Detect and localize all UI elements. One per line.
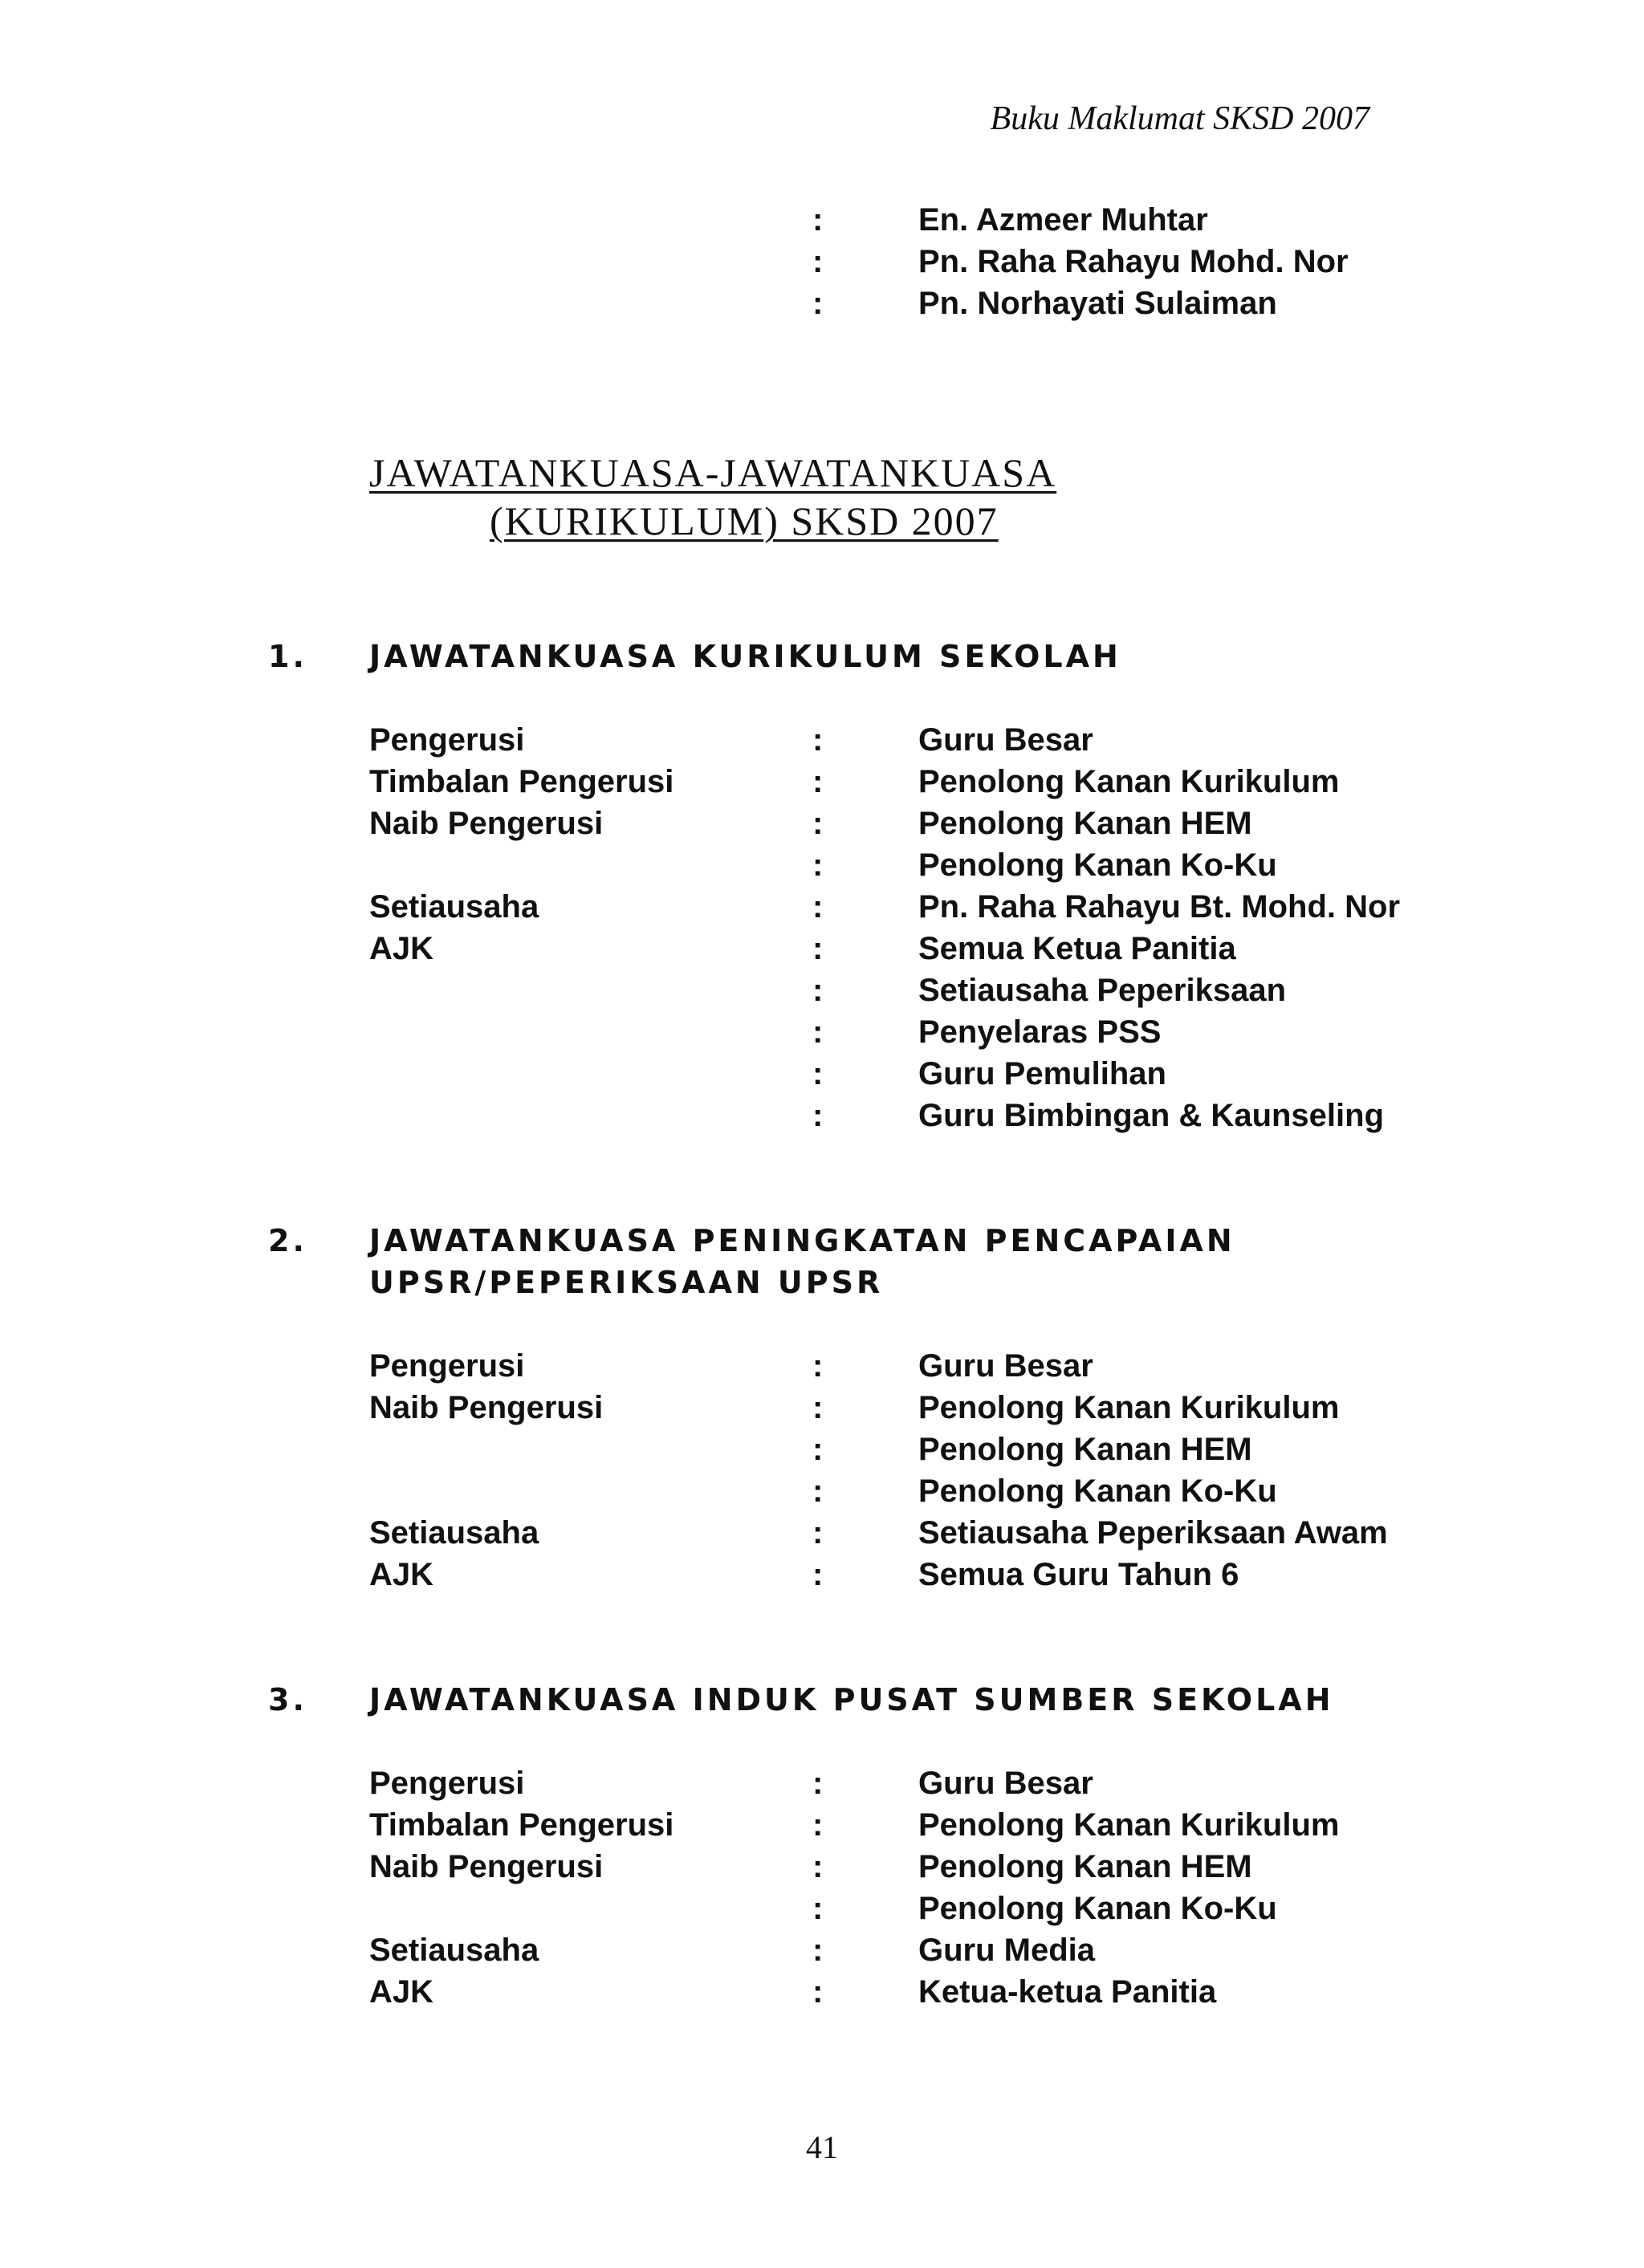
list-row [0, 1804, 1644, 1846]
row-label: Naib Pengerusi [369, 806, 604, 841]
row-colon: : [812, 1348, 824, 1384]
list-row [0, 1512, 1644, 1554]
row-colon: : [812, 286, 824, 321]
row-label: Pengerusi [369, 1766, 525, 1801]
list-row [0, 282, 1644, 324]
row-value: Guru Media [918, 1933, 1096, 1968]
list-row [0, 761, 1644, 803]
section-number: 2. [268, 1223, 307, 1258]
row-value: Pn. Norhayati Sulaiman [918, 286, 1277, 321]
list-row [0, 1429, 1644, 1470]
list-row [0, 1929, 1644, 1971]
row-colon: : [812, 889, 824, 925]
row-value: Guru Bimbingan & Kaunseling [918, 1098, 1385, 1133]
row-colon: : [812, 931, 824, 966]
row-colon: : [812, 1849, 824, 1884]
list-row [0, 1095, 1644, 1136]
row-value: Penolong Kanan Kurikulum [918, 1807, 1340, 1843]
row-value: Guru Besar [918, 1766, 1093, 1801]
list-row [0, 886, 1644, 928]
row-label: Setiausaha [369, 889, 539, 925]
list-row [0, 844, 1644, 886]
row-value: Guru Pemulihan [918, 1056, 1166, 1091]
row-value: En. Azmeer Muhtar [918, 202, 1208, 238]
section-3-members [0, 1762, 1644, 2013]
list-row [0, 1888, 1644, 1929]
row-value: Penolong Kanan Ko-Ku [918, 1473, 1277, 1509]
row-colon: : [812, 1056, 824, 1091]
list-row [0, 1387, 1644, 1429]
section-title: JAWATANKUASA INDUK PUSAT SUMBER SEKOLAH [369, 1682, 1334, 1717]
row-label: Timbalan Pengerusi [369, 764, 674, 799]
row-colon: : [812, 1891, 824, 1926]
row-colon: : [812, 1098, 824, 1133]
row-label: AJK [369, 931, 434, 966]
list-row [0, 1053, 1644, 1095]
list-row [0, 969, 1644, 1011]
list-row [0, 1971, 1644, 2013]
row-value: Penyelaras PSS [918, 1014, 1162, 1050]
row-value: Pn. Raha Rahayu Bt. Mohd. Nor [918, 889, 1401, 925]
row-value: Semua Guru Tahun 6 [918, 1557, 1239, 1592]
list-row [0, 1470, 1644, 1512]
list-row [0, 1846, 1644, 1888]
row-colon: : [812, 244, 824, 279]
row-colon: : [812, 847, 824, 883]
row-label: AJK [369, 1557, 434, 1592]
list-row [0, 1762, 1644, 1804]
row-colon: : [812, 722, 824, 758]
row-value: Penolong Kanan HEM [918, 1432, 1252, 1467]
row-value: Penolong Kanan Kurikulum [918, 764, 1340, 799]
list-row [0, 803, 1644, 844]
row-value: Penolong Kanan HEM [918, 806, 1252, 841]
section-title: JAWATANKUASA KURIKULUM SEKOLAH [369, 639, 1121, 674]
row-label: Pengerusi [369, 722, 525, 758]
row-label: AJK [369, 1974, 434, 2010]
list-row [0, 928, 1644, 969]
row-label: Setiausaha [369, 1933, 539, 1968]
row-value: Setiausaha Peperiksaan Awam [918, 1515, 1388, 1551]
row-colon: : [812, 1473, 824, 1509]
row-value: Guru Besar [918, 722, 1093, 758]
section-number: 3. [268, 1682, 307, 1717]
continued-member-list [0, 199, 1644, 324]
row-colon: : [812, 1807, 824, 1843]
section-title: UPSR/PEPERIKSAAN UPSR [369, 1265, 884, 1300]
row-label: Setiausaha [369, 1515, 539, 1551]
row-colon: : [812, 1390, 824, 1425]
running-header: Buku Maklumat SKSD 2007 [990, 100, 1369, 137]
section-title: JAWATANKUASA PENINGKATAN PENCAPAIAN [369, 1223, 1235, 1258]
row-colon: : [812, 1557, 824, 1592]
section-1-members [0, 719, 1644, 1136]
row-label: Naib Pengerusi [369, 1849, 604, 1884]
row-value: Penolong Kanan Ko-Ku [918, 847, 1277, 883]
section-2-members [0, 1345, 1644, 1595]
title-text: JAWATANKUASA-JAWATANKUASA [369, 450, 1057, 495]
row-value: Setiausaha Peperiksaan [918, 973, 1287, 1008]
row-colon: : [812, 973, 824, 1008]
list-row [0, 1554, 1644, 1595]
row-label: Pengerusi [369, 1348, 525, 1384]
row-value: Ketua-ketua Panitia [918, 1974, 1217, 2010]
list-row [0, 1345, 1644, 1387]
list-row [0, 241, 1644, 282]
list-row [0, 719, 1644, 761]
row-value: Penolong Kanan HEM [918, 1849, 1252, 1884]
row-colon: : [812, 1974, 824, 2010]
row-colon: : [812, 1766, 824, 1801]
row-value: Semua Ketua Panitia [918, 931, 1236, 966]
row-colon: : [812, 806, 824, 841]
row-colon: : [812, 1432, 824, 1467]
list-row [0, 199, 1644, 241]
row-value: Penolong Kanan Ko-Ku [918, 1891, 1277, 1926]
row-label: Naib Pengerusi [369, 1390, 604, 1425]
row-colon: : [812, 1933, 824, 1968]
row-colon: : [812, 202, 824, 238]
row-value: Pn. Raha Rahayu Mohd. Nor [918, 244, 1349, 279]
list-row [0, 1011, 1644, 1053]
section-number: 1. [268, 639, 307, 674]
page-number: 41 [806, 2129, 838, 2165]
row-label: Timbalan Pengerusi [369, 1807, 674, 1843]
row-colon: : [812, 1515, 824, 1551]
row-colon: : [812, 764, 824, 799]
row-value: Guru Besar [918, 1348, 1093, 1384]
row-colon: : [812, 1014, 824, 1050]
row-value: Penolong Kanan Kurikulum [918, 1390, 1340, 1425]
title-text: (KURIKULUM) SKSD 2007 [490, 498, 999, 543]
